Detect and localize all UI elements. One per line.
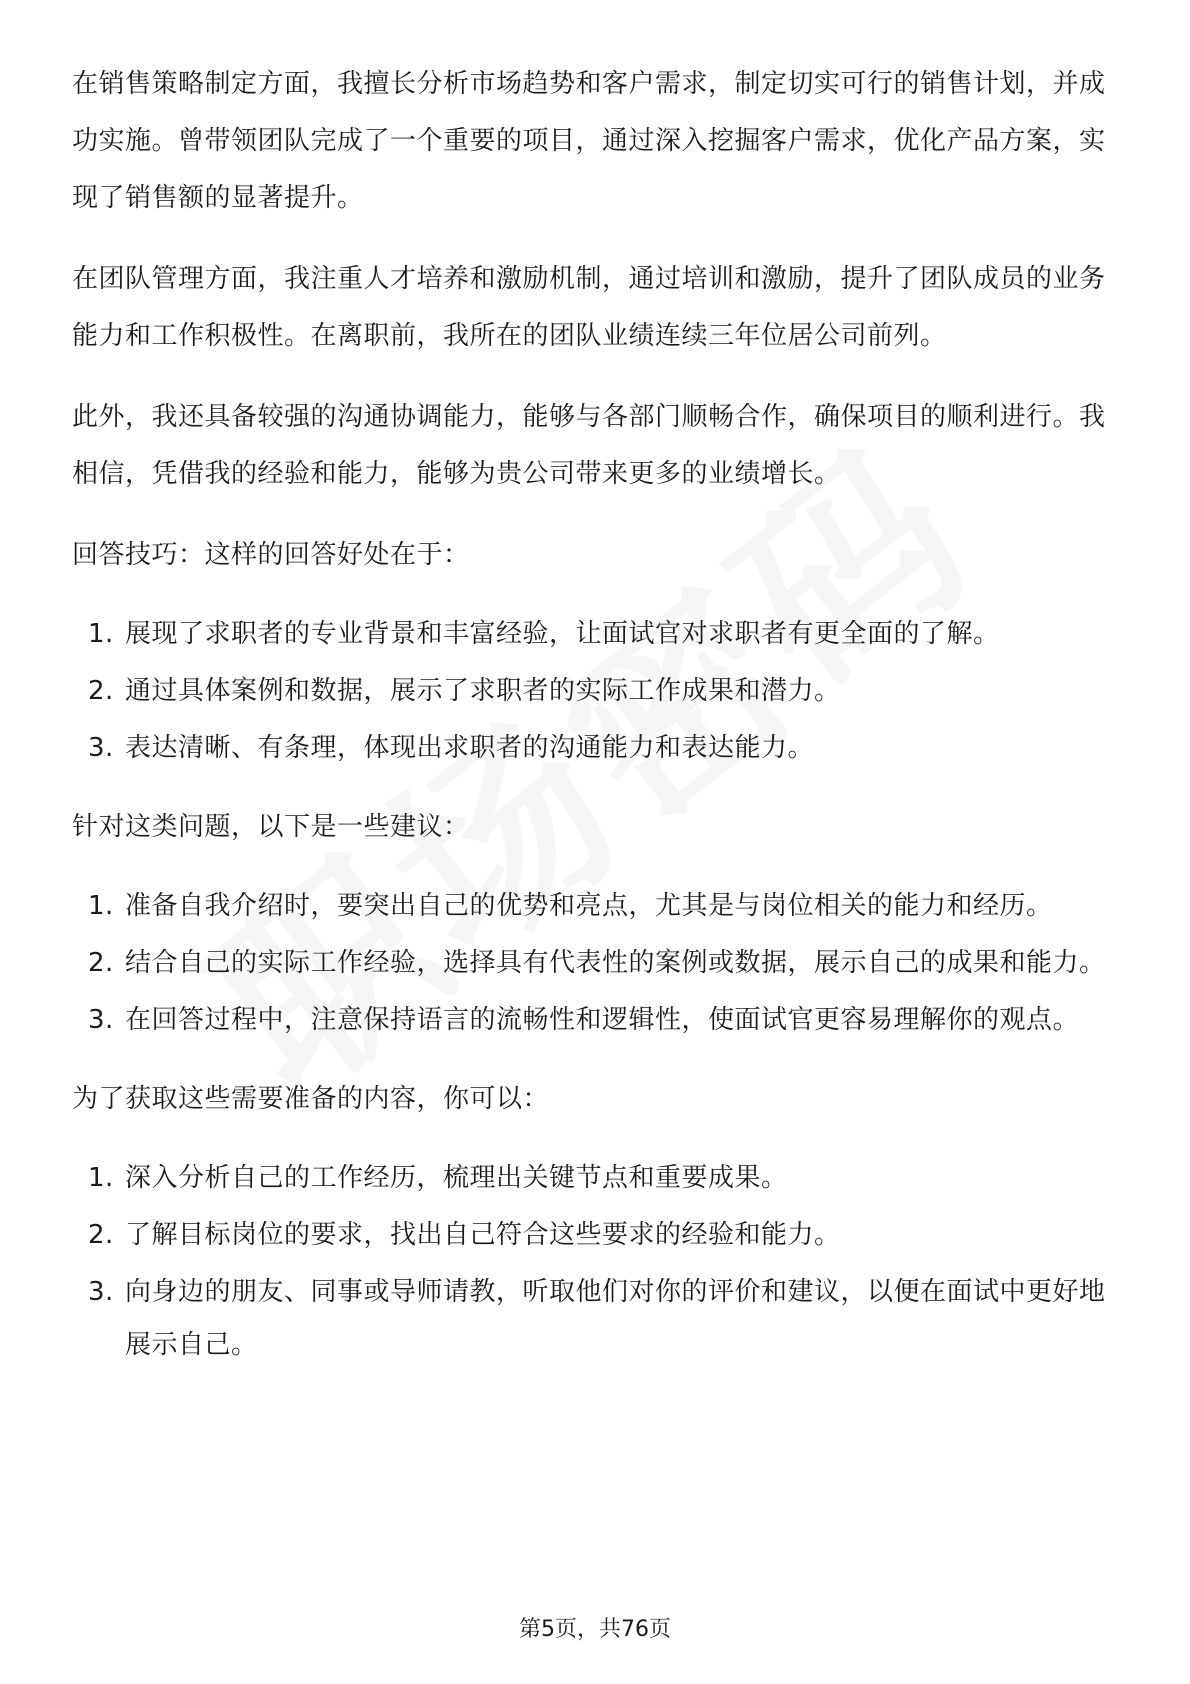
- list-item: [72, 1266, 1118, 1372]
- list-item-text: 了解目标岗位的要求，找出自己符合这些要求的经验和能力。: [125, 1220, 841, 1250]
- list-item: [72, 722, 1118, 775]
- list-number: 1.: [88, 891, 114, 921]
- list-number: 2.: [88, 1220, 114, 1250]
- list-number: 2.: [88, 676, 114, 706]
- list-item-text: 准备自我介绍时，要突出自己的优势和亮点，尤其是与岗位相关的能力和经历。: [125, 891, 1053, 921]
- list-item: [72, 608, 1118, 661]
- list-item-text: 展现了求职者的专业背景和丰富经验，让面试官对求职者有更全面的了解。: [125, 619, 1000, 649]
- list-number: 3.: [88, 1005, 114, 1035]
- page-number-footer: 第5页，共76页: [519, 1617, 671, 1642]
- list-item: [72, 994, 1118, 1047]
- list-item: [72, 1209, 1118, 1262]
- suggestions-list: [72, 880, 1118, 1047]
- list-number: 1.: [88, 619, 114, 649]
- heading-suggestions: 针对这类问题，以下是一些建议：: [72, 812, 470, 842]
- preparation-list: [72, 1152, 1118, 1372]
- list-item: [72, 937, 1118, 990]
- list-item-text: 结合自己的实际工作经验，选择具有代表性的案例或数据，展示自己的成果和能力。: [125, 948, 1106, 978]
- paragraph-communication: 此外，我还具备较强的沟通协调能力，能够与各部门顺畅合作，确保项目的顺利进行。我相信，凭借我的经验和能力，能够为贵公司带来更多的业绩增长。: [72, 402, 1106, 489]
- answer-tips-list: [72, 608, 1118, 775]
- list-number: 1.: [88, 1163, 114, 1193]
- paragraph-sales-strategy: 在销售策略制定方面，我擅长分析市场趋势和客户需求，制定切实可行的销售计划，并成功实施。曾带领团队完成了一个重要的项目，通过深入挖掘客户需求，优化产品方案，实现了销售额的显著提升。: [72, 69, 1106, 213]
- heading-answer-tips: 回答技巧：这样的回答好处在于：: [72, 540, 470, 570]
- heading-preparation: 为了获取这些需要准备的内容，你可以：: [72, 1084, 550, 1114]
- list-item-text: 在回答过程中，注意保持语言的流畅性和逻辑性，使面试官更容易理解你的观点。: [125, 1005, 1080, 1035]
- list-item-text: 表达清晰、有条理，体现出求职者的沟通能力和表达能力。: [125, 733, 815, 763]
- list-item-text: 深入分析自己的工作经历，梳理出关键节点和重要成果。: [125, 1163, 788, 1193]
- list-item-text: 通过具体案例和数据，展示了求职者的实际工作成果和潜力。: [125, 676, 841, 706]
- list-item-text: 向身边的朋友、同事或导师请教，听取他们对你的评价和建议，以便在面试中更好地展示自己。: [125, 1277, 1106, 1360]
- document-body: [72, 56, 1118, 1396]
- list-item: [72, 880, 1118, 933]
- paragraph-team-management: 在团队管理方面，我注重人才培养和激励机制，通过培训和激励，提升了团队成员的业务能力和工作积极性。在离职前，我所在的团队业绩连续三年位居公司前列。: [72, 264, 1106, 351]
- list-item: [72, 665, 1118, 718]
- list-item: [72, 1152, 1118, 1205]
- list-number: 2.: [88, 948, 114, 978]
- list-number: 3.: [88, 733, 114, 763]
- list-number: 3.: [88, 1277, 114, 1307]
